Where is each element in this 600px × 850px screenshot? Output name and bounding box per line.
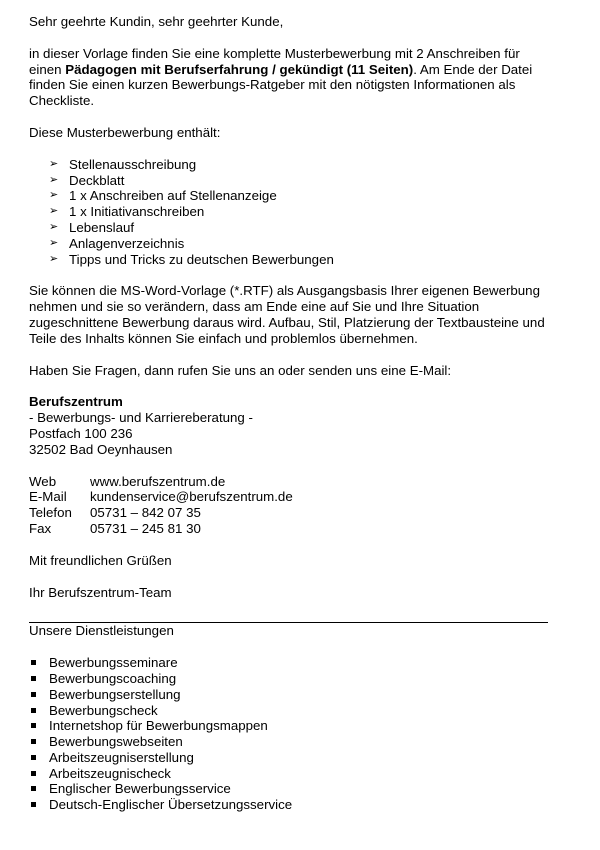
signature: Ihr Berufszentrum-Team	[29, 584, 172, 600]
list-item: Bewerbungswebseiten	[29, 734, 554, 750]
square-bullet-icon	[31, 723, 36, 728]
company-postbox: Postfach 100 236	[29, 425, 133, 441]
arrow-bullet-icon: ➢	[49, 189, 59, 202]
list-item: Bewerbungscheck	[29, 703, 554, 719]
contact-row-web	[29, 474, 554, 490]
square-bullet-icon	[31, 786, 36, 791]
square-bullet-icon	[31, 755, 36, 760]
list-item: ➢ Deckblatt	[49, 172, 125, 188]
contents-heading: Diese Musterbewerbung enthält:	[29, 124, 221, 140]
list-item: Bewerbungserstellung	[29, 687, 554, 703]
services-list	[29, 655, 554, 813]
arrow-bullet-icon: ➢	[49, 220, 59, 233]
phone-value: 05731 – 842 07 35	[90, 505, 201, 521]
square-bullet-icon	[31, 676, 36, 681]
list-item: ➢ Lebenslauf	[49, 219, 135, 235]
web-link[interactable]: www.berufszentrum.de	[90, 473, 226, 489]
questions-paragraph: Haben Sie Fragen, dann rufen Sie uns an oder senden uns eine E-Mail:	[29, 362, 452, 378]
fax-value: 05731 – 245 81 30	[90, 520, 201, 536]
arrow-bullet-icon: ➢	[49, 173, 59, 186]
list-item: Englischer Bewerbungsservice	[29, 781, 554, 797]
closing: Mit freundlichen Grüßen	[29, 552, 172, 568]
services-heading: Unsere Dienstleistungen	[29, 623, 174, 639]
square-bullet-icon	[31, 739, 36, 744]
contact-row-fax	[29, 521, 554, 537]
square-bullet-icon	[31, 802, 36, 807]
square-bullet-icon	[31, 660, 36, 665]
intro-paragraph	[29, 46, 554, 109]
contact-label: E-Mail	[29, 489, 67, 505]
company-name: Berufszentrum	[29, 394, 123, 410]
salutation: Sehr geehrte Kundin, sehr geehrter Kunde,	[29, 14, 284, 29]
arrow-bullet-icon: ➢	[49, 236, 59, 249]
arrow-bullet-icon: ➢	[49, 205, 59, 218]
arrow-bullet-icon: ➢	[49, 252, 59, 265]
list-item: Deutsch-Englischer Übersetzungsservice	[29, 797, 554, 813]
list-item: ➢ 1 x Initiativanschreiben	[49, 204, 205, 220]
usage-paragraph: Sie können die MS-Word-Vorlage (*.RTF) als Ausgangsbasis Ihrer eigenen Bewerbung nehmen und sie so verändern, dass am Ende eine auf Sie und Ihre Situation zugeschnittene Bewerbung daraus wird. Aufbau, Stil, Platzierung der Textbausteine und Teile des Inhalts können Sie einfach und problemlos übernehmen.	[29, 283, 545, 346]
intro-text-before: in dieser Vorlage finden Sie eine komplette Musterbewerbung mit 2 Anschreiben für einen	[29, 45, 520, 77]
contact-table	[29, 474, 554, 537]
contact-label: Fax	[29, 520, 52, 536]
square-bullet-icon	[31, 692, 36, 697]
list-item: Bewerbungsseminare	[29, 655, 554, 671]
list-item: ➢ 1 x Anschreiben auf Stellenanzeige	[49, 188, 277, 204]
square-bullet-icon	[31, 771, 36, 776]
document-page	[29, 14, 554, 813]
list-item: Arbeitszeugniserstellung	[29, 750, 554, 766]
contact-label: Web	[29, 473, 57, 489]
list-item: ➢ Tipps und Tricks zu deutschen Bewerbungen	[49, 251, 334, 267]
list-item: ➢ Anlagenverzeichnis	[49, 235, 185, 251]
list-item: Internetshop für Bewerbungsmappen	[29, 718, 554, 734]
intro-text-bold: Pädagogen mit Berufserfahrung / gekündigt (11 Seiten)	[65, 61, 414, 77]
list-item: ➢ Stellenausschreibung	[49, 156, 197, 172]
contents-list	[29, 157, 554, 268]
company-city: 32502 Bad Oeynhausen	[29, 441, 173, 457]
company-address	[29, 394, 554, 457]
list-item: Arbeitszeugnischeck	[29, 766, 554, 782]
arrow-bullet-icon: ➢	[49, 157, 59, 170]
contact-row-email	[29, 489, 554, 505]
email-link[interactable]: kundenservice@berufszentrum.de	[90, 489, 293, 505]
contact-row-phone	[29, 505, 554, 521]
contact-label: Telefon	[29, 505, 72, 521]
list-item: Bewerbungscoaching	[29, 671, 554, 687]
company-tagline: - Bewerbungs- und Karriereberatung -	[29, 410, 253, 426]
square-bullet-icon	[31, 708, 36, 713]
intro-text-after: . Am Ende der Datei finden Sie einen kurzen Bewerbungs-Ratgeber mit den nötigsten Informationen als Checkliste.	[29, 61, 533, 109]
